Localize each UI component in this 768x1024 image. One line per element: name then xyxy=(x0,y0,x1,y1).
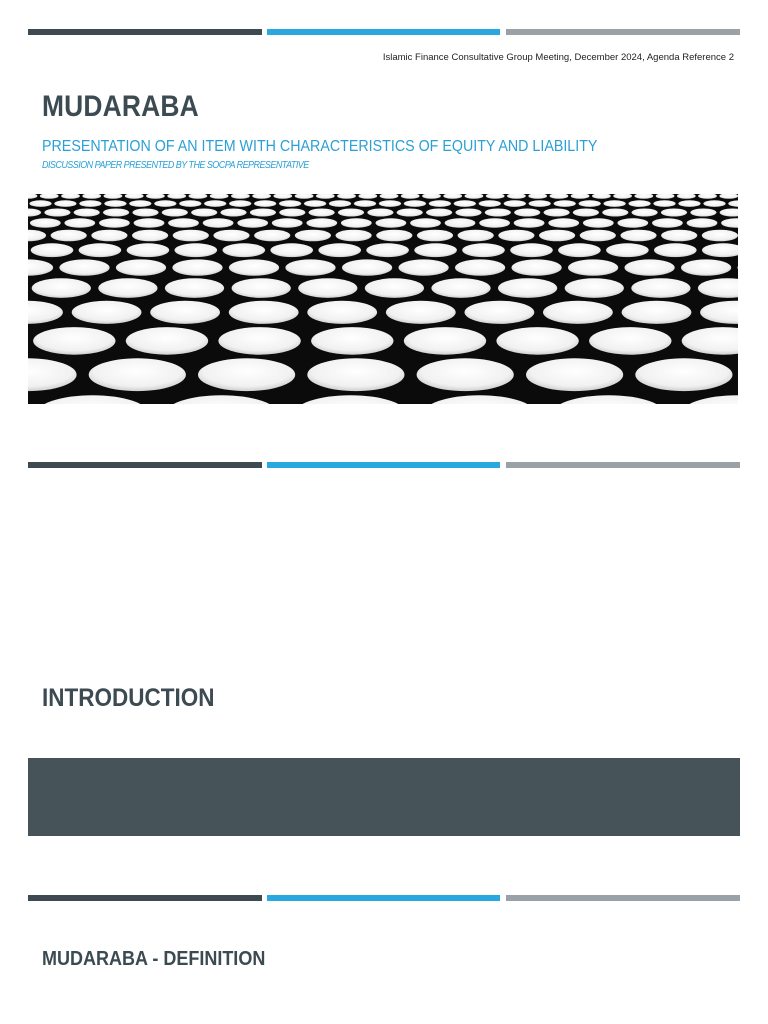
disc-shape xyxy=(54,200,76,207)
disc-shape xyxy=(28,358,77,391)
disc-shape xyxy=(431,278,490,298)
disc-shape xyxy=(126,327,208,355)
disc-shape xyxy=(571,194,590,199)
disc-shape xyxy=(462,243,505,257)
disc-shape xyxy=(367,209,393,217)
disc-shape xyxy=(273,194,292,199)
disc-shape xyxy=(306,218,337,228)
disc-shape xyxy=(51,230,87,242)
disc-shape xyxy=(254,230,290,242)
disc-shape xyxy=(304,200,326,207)
disc-shape xyxy=(550,194,569,199)
header-bars-slide1 xyxy=(28,29,740,35)
disc-shape xyxy=(414,243,457,257)
disc-shape xyxy=(358,194,377,199)
disc-shape xyxy=(33,327,115,355)
disc-shape xyxy=(380,194,399,199)
disc-shape xyxy=(720,209,738,217)
disc-shape xyxy=(455,209,481,217)
disc-shape xyxy=(702,230,738,242)
disc-shape xyxy=(285,259,335,275)
disc-shape xyxy=(252,194,271,199)
blue-bar-segment xyxy=(267,462,500,468)
disc-shape xyxy=(203,218,234,228)
disc-shape xyxy=(514,218,545,228)
disc-shape xyxy=(167,194,186,199)
disc-shape xyxy=(606,243,649,257)
disc-shape xyxy=(680,395,738,404)
disc-shape xyxy=(512,259,562,275)
disc-shape xyxy=(379,200,401,207)
disc-shape xyxy=(654,243,697,257)
disc-shape xyxy=(270,243,313,257)
disc-shape xyxy=(168,218,199,228)
disc-shape xyxy=(634,194,653,199)
disc-shape xyxy=(632,209,658,217)
disc-shape xyxy=(386,301,456,324)
disc-shape xyxy=(526,358,623,391)
disc-shape xyxy=(232,278,291,298)
disc-shape xyxy=(311,327,393,355)
disc-shape xyxy=(89,358,186,391)
disc-shape xyxy=(318,243,361,257)
disc-shape xyxy=(528,194,547,199)
blue-bar-segment xyxy=(267,895,500,901)
disc-shape xyxy=(191,209,217,217)
disc-shape xyxy=(417,230,453,242)
disc-shape xyxy=(30,218,61,228)
disc-shape xyxy=(79,200,101,207)
section-title-definition: MUDARABA - DEFINITION xyxy=(42,948,266,970)
disc-shape xyxy=(728,200,738,207)
disc-shape xyxy=(132,209,158,217)
disc-shape xyxy=(397,209,423,217)
disc-shape xyxy=(189,194,208,199)
disc-shape xyxy=(98,278,157,298)
disc-shape xyxy=(64,218,95,228)
disc-shape xyxy=(404,200,426,207)
disc-shape xyxy=(681,259,731,275)
disc-shape xyxy=(702,243,738,257)
disc-shape xyxy=(164,395,279,404)
disc-shape xyxy=(703,200,725,207)
disc-shape xyxy=(719,194,738,199)
disc-shape xyxy=(127,243,170,257)
disc-shape xyxy=(337,194,356,199)
disc-shape xyxy=(422,194,441,199)
disc-shape xyxy=(99,218,130,228)
disc-shape xyxy=(698,278,738,298)
disc-shape xyxy=(74,209,100,217)
blue-bar-segment xyxy=(267,29,500,35)
disc-shape xyxy=(309,209,335,217)
disc-shape xyxy=(635,358,732,391)
disc-shape xyxy=(573,209,599,217)
disc-shape xyxy=(279,200,301,207)
section-band xyxy=(28,758,740,836)
disc-shape xyxy=(507,194,526,199)
disc-shape xyxy=(338,209,364,217)
disc-shape xyxy=(376,218,407,228)
disc-shape xyxy=(329,200,351,207)
disc-shape xyxy=(175,243,218,257)
disc-shape xyxy=(28,230,46,242)
disc-shape xyxy=(132,230,168,242)
header-bars-slide3 xyxy=(28,895,740,901)
disc-shape xyxy=(31,243,74,257)
disc-shape xyxy=(250,209,276,217)
disc-shape xyxy=(653,200,675,207)
disc-shape xyxy=(365,278,424,298)
disc-shape xyxy=(223,243,266,257)
disc-shape xyxy=(721,218,738,228)
disc-shape xyxy=(404,327,486,355)
disc-shape xyxy=(336,230,372,242)
disc-shape xyxy=(399,259,449,275)
disc-shape xyxy=(341,218,372,228)
disc-shape xyxy=(617,218,648,228)
disc-shape xyxy=(134,218,165,228)
disc-shape xyxy=(690,209,716,217)
disc-shape xyxy=(558,243,601,257)
disc-shape xyxy=(316,194,335,199)
presenter-byline: DISCUSSION PAPER PRESENTED BY THE SOCPA REPRESENTATIVE xyxy=(42,160,309,171)
disc-shape xyxy=(204,200,226,207)
disc-shape xyxy=(529,200,551,207)
disc-shape xyxy=(125,194,144,199)
disc-shape xyxy=(173,230,209,242)
disc-shape xyxy=(165,278,224,298)
disc-shape xyxy=(229,301,299,324)
disc-shape xyxy=(458,230,494,242)
disc-shape xyxy=(652,218,683,228)
disc-shape xyxy=(229,200,251,207)
disc-shape xyxy=(496,327,578,355)
disc-shape xyxy=(498,278,557,298)
disc-shape xyxy=(179,200,201,207)
disc-shape xyxy=(354,200,376,207)
disc-shape xyxy=(661,230,697,242)
disc-shape xyxy=(198,358,295,391)
disc-shape xyxy=(342,259,392,275)
disc-shape xyxy=(210,194,229,199)
disc-shape xyxy=(116,259,166,275)
disc-shape xyxy=(554,200,576,207)
disc-shape xyxy=(272,218,303,228)
disc-shape xyxy=(465,194,484,199)
disc-shape xyxy=(504,200,526,207)
disc-shape xyxy=(565,278,624,298)
disc-shape xyxy=(28,194,37,199)
disc-shape xyxy=(551,395,666,404)
disc-shape xyxy=(35,395,150,404)
disc-shape xyxy=(154,200,176,207)
disc-shape xyxy=(146,194,165,199)
slide-subtitle: PRESENTATION OF AN ITEM WITH CHARACTERISTICS OF EQUITY AND LIABILITY xyxy=(42,138,598,155)
disc-shape xyxy=(82,194,101,199)
disc-shape xyxy=(279,209,305,217)
disc-shape xyxy=(150,301,220,324)
disc-shape xyxy=(307,301,377,324)
disc-shape xyxy=(417,358,514,391)
disc-shape xyxy=(510,243,553,257)
disc-shape xyxy=(479,218,510,228)
disc-shape xyxy=(738,259,739,275)
disc-shape xyxy=(486,194,505,199)
disc-shape xyxy=(32,278,91,298)
disc-shape xyxy=(682,327,738,355)
disc-shape xyxy=(539,230,575,242)
disc-shape xyxy=(602,209,628,217)
disc-shape xyxy=(91,230,127,242)
disc-shape xyxy=(103,209,129,217)
disc-shape xyxy=(104,194,123,199)
disc-shape xyxy=(629,200,651,207)
disc-shape xyxy=(172,259,222,275)
grey-bar-segment xyxy=(506,895,740,901)
dark-bar-segment xyxy=(28,462,262,468)
agenda-reference: Islamic Finance Consultative Group Meeting, December 2024, Agenda Reference 2 xyxy=(382,52,734,63)
disc-shape xyxy=(295,230,331,242)
disc-shape xyxy=(544,209,570,217)
disc-shape xyxy=(61,194,80,199)
dark-bar-segment xyxy=(28,29,262,35)
disc-shape xyxy=(580,230,616,242)
grey-bar-segment xyxy=(506,29,740,35)
disc-shape xyxy=(295,194,314,199)
disc-shape xyxy=(162,209,188,217)
disc-shape xyxy=(366,243,409,257)
disc-shape xyxy=(307,358,404,391)
disc-shape xyxy=(583,218,614,228)
disc-shape xyxy=(514,209,540,217)
disc-shape xyxy=(479,200,501,207)
disc-shape xyxy=(592,194,611,199)
slide-title: MUDARABA xyxy=(42,90,199,123)
disc-shape xyxy=(485,209,511,217)
disc-shape xyxy=(44,209,70,217)
disc-shape xyxy=(410,218,441,228)
disc-shape xyxy=(620,230,656,242)
disc-shape xyxy=(455,259,505,275)
disc-shape xyxy=(454,200,476,207)
disc-shape xyxy=(579,200,601,207)
disc-shape xyxy=(661,209,687,217)
disc-shape xyxy=(678,200,700,207)
disc-shape xyxy=(543,301,613,324)
disc-shape xyxy=(687,218,718,228)
white-discs-pattern-image xyxy=(28,194,738,404)
disc-shape xyxy=(426,209,452,217)
disc-shape xyxy=(622,301,692,324)
disc-shape xyxy=(429,200,451,207)
disc-shape xyxy=(548,218,579,228)
disc-shape xyxy=(631,278,690,298)
disc-shape xyxy=(589,327,671,355)
disc-shape xyxy=(698,194,717,199)
disc-shape xyxy=(700,301,738,324)
hero-image xyxy=(28,194,738,404)
disc-shape xyxy=(254,200,276,207)
disc-shape xyxy=(401,194,420,199)
disc-shape xyxy=(28,259,53,275)
disc-shape xyxy=(29,200,51,207)
disc-shape xyxy=(422,395,537,404)
disc-shape xyxy=(498,230,534,242)
disc-shape xyxy=(237,218,268,228)
grey-bar-segment xyxy=(506,462,740,468)
disc-shape xyxy=(376,230,412,242)
disc-shape xyxy=(129,200,151,207)
section-title-introduction: INTRODUCTION xyxy=(42,684,215,712)
disc-shape xyxy=(72,301,142,324)
disc-shape xyxy=(218,327,300,355)
disc-shape xyxy=(104,200,126,207)
header-bars-slide2 xyxy=(28,462,740,468)
disc-shape xyxy=(293,395,408,404)
disc-shape xyxy=(625,259,675,275)
disc-shape xyxy=(465,301,535,324)
disc-shape xyxy=(656,194,675,199)
disc-shape xyxy=(28,209,41,217)
disc-shape xyxy=(231,194,250,199)
disc-shape xyxy=(40,194,59,199)
disc-shape xyxy=(568,259,618,275)
disc-shape xyxy=(613,194,632,199)
disc-shape xyxy=(604,200,626,207)
disc-shape xyxy=(298,278,357,298)
disc-shape xyxy=(79,243,122,257)
disc-shape xyxy=(677,194,696,199)
dark-bar-segment xyxy=(28,895,262,901)
disc-shape xyxy=(445,218,476,228)
disc-shape xyxy=(220,209,246,217)
disc-shape xyxy=(213,230,249,242)
disc-shape xyxy=(229,259,279,275)
disc-shape xyxy=(443,194,462,199)
disc-shape xyxy=(28,301,63,324)
disc-shape xyxy=(59,259,109,275)
